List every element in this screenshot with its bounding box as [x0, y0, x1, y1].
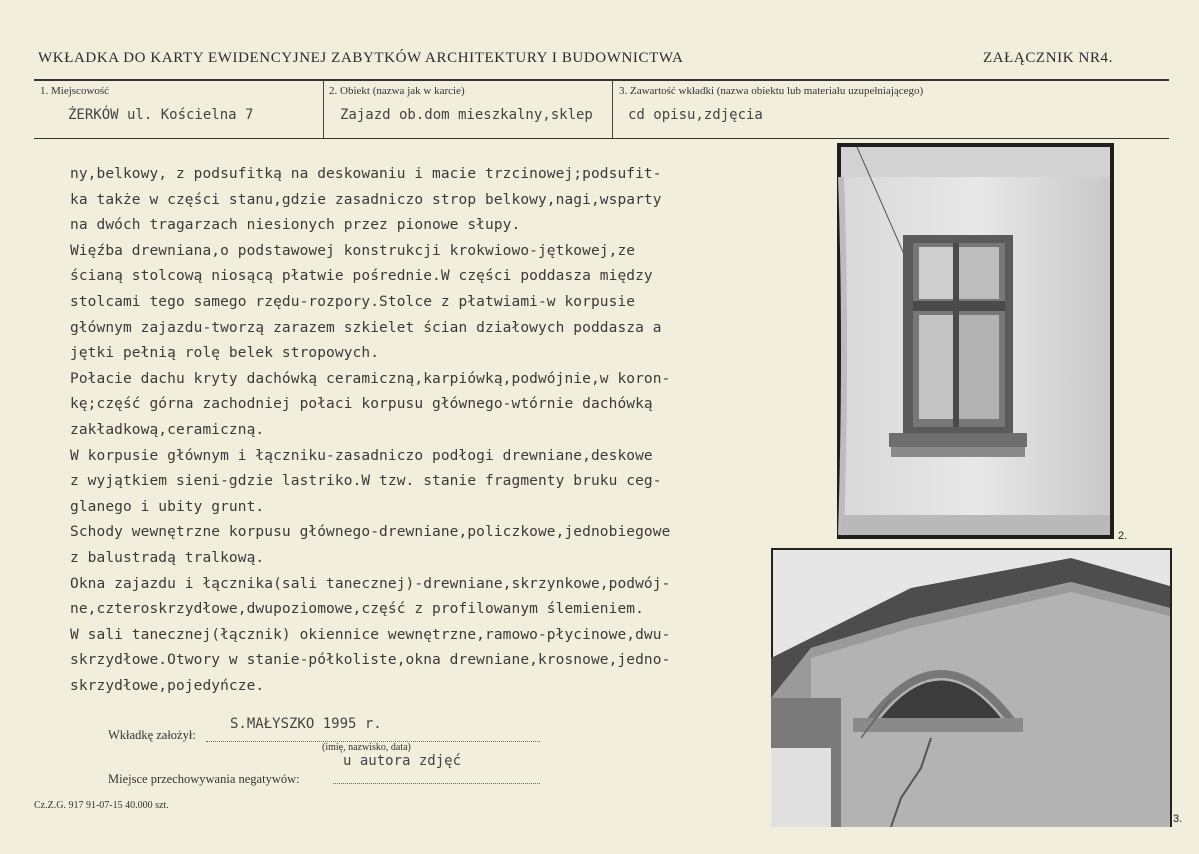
description-line: zakładkową,ceramiczną. [70, 421, 265, 438]
description-line: głównym zajazdu-tworzą zarazem szkielet ścian działowych poddasza a [70, 319, 662, 336]
window-photo-image [837, 143, 1114, 539]
description-line: skrzydłowe,pojedyńcze. [70, 677, 265, 694]
created-by-label: Wkładkę założył: [108, 728, 196, 742]
description-line: stolcami tego samego rzędu-rozpory.Stolce z płatwiami-w korpusie [70, 293, 636, 310]
negatives-location-value: u autora zdjęć [343, 753, 462, 769]
description-line: glanego i ubity grunt. [70, 498, 265, 515]
header-rule [34, 79, 1169, 81]
field-object-label: 2. Obiekt (nazwa jak w karcie) [329, 85, 465, 97]
description-line: z wyjątkiem sieni-gdzie lastriko.W tzw. stanie fragmenty bruku ceg- [70, 473, 662, 490]
field-row-rule [34, 138, 1169, 139]
negatives-location-line [333, 783, 540, 784]
description-line: kę;część górna zachodniej połaci korpusu głównego-wtórnie dachówką [70, 396, 653, 413]
description-line: Okna zajazdu i łącznika(sali tanecznej)-drewniane,skrzynkowe,podwój- [70, 575, 671, 592]
description-line: Schody wewnętrzne korpusu głównego-drewniane,policzkowe,jednobiegowe [70, 524, 671, 541]
window-photo [837, 143, 1114, 539]
field-divider [612, 80, 613, 138]
field-content-value: cd opisu,zdjęcia [628, 107, 763, 123]
description-line: Połacie dachu kryty dachówką ceramiczną,karpiówką,podwójnie,w koron- [70, 370, 671, 387]
description-line: ny,belkowy, z podsufitką na deskowaniu i macie trzcinowej;podsufit- [70, 166, 662, 182]
negatives-location-label: Miejsce przechowywania negatywów: [108, 772, 300, 786]
attachment-number: ZAŁĄCZNIK NR4. [982, 50, 1113, 66]
photo-number: 2. [1118, 530, 1128, 542]
description-line: W korpusie głównym i łączniku-zasadniczo podłogi drewniane,deskowe [70, 447, 653, 464]
field-divider [323, 80, 324, 138]
description-text [70, 162, 770, 699]
description-line: W sali tanecznej(łącznik) okiennice wewnętrzne,ramowo-płycinowe,dwu- [70, 626, 671, 643]
description-line: ścianą stolcową niosącą płatwie pośrednie.W części poddasza między [70, 268, 653, 285]
description-line: jętki pełnią rolę belek stropowych. [70, 345, 380, 362]
print-note: Cz.Z.G. 917 91-07-15 40.000 szt. [34, 800, 169, 811]
description-line: z balustradą tralkową. [70, 549, 265, 566]
card-title: WKŁADKA DO KARTY EWIDENCYJNEJ ZABYTKÓW ARCHITEKTURY I BUDOWNICTWA [38, 50, 684, 66]
photo-number: 3. [1173, 813, 1183, 825]
description-line: na dwóch tragarzach niesionych przez pionowe słupy. [70, 217, 521, 234]
field-locality-label: 1. Miejscowość [40, 85, 110, 97]
description-line: ne,czteroskrzydłowe,dwupoziomowe,część z profilowanym ślemieniem. [70, 601, 644, 618]
field-object-value: Zajazd ob.dom mieszkalny,sklep [340, 107, 593, 123]
created-by-value: S.MAŁYSZKO 1995 r. [230, 716, 382, 732]
description-line: Więźba drewniana,o podstawowej konstrukcji krokwiowo-jętkowej,ze [70, 242, 636, 259]
description-line: skrzydłowe.Otwory w stanie-półkoliste,okna drewniane,krosnowe,jedno- [70, 652, 671, 669]
field-locality-value: ŻERKÓW ul. Kościelna 7 [68, 107, 254, 123]
description-line: ka także w części stanu,gdzie zasadniczo strop belkowy,nagi,wsparty [70, 191, 662, 208]
gable-photo-image [771, 548, 1172, 827]
field-content-label: 3. Zawartość wkładki (nazwa obiektu lub materiału uzupełniającego) [619, 85, 924, 97]
gable-arch-window-photo [771, 548, 1172, 827]
created-by-hint: (imię, nazwisko, data) [322, 742, 411, 753]
